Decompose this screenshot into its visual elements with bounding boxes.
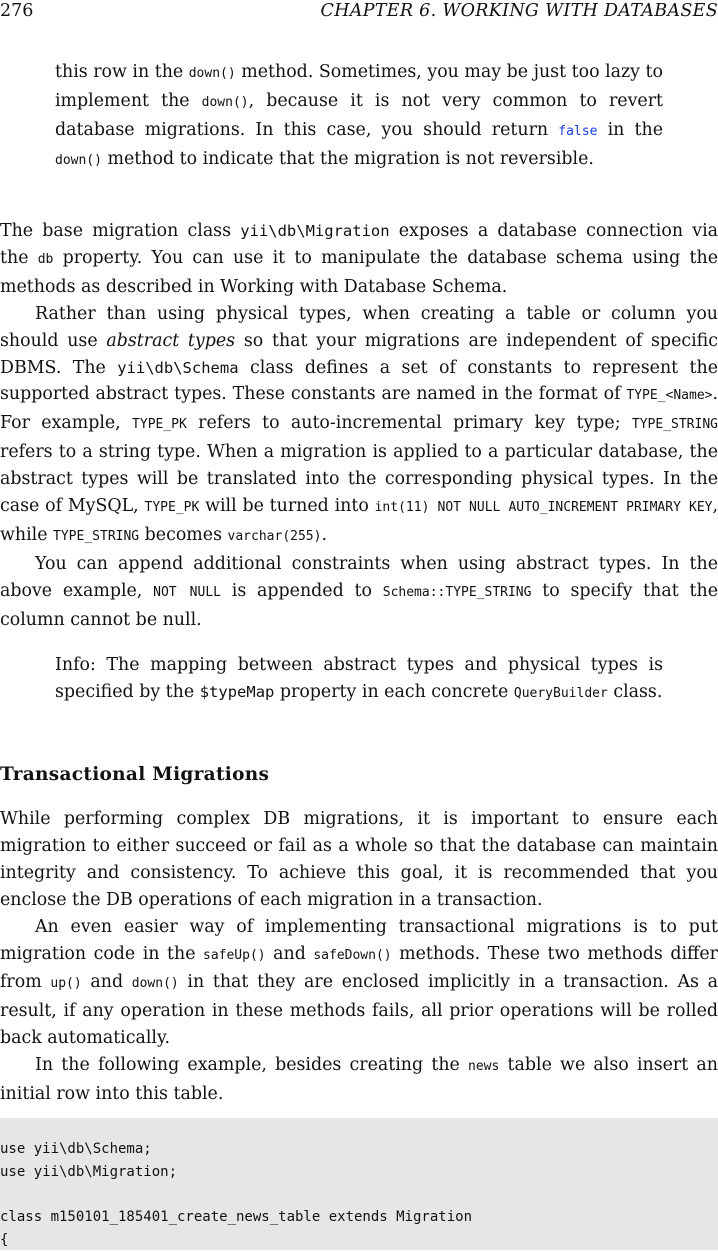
page-number: 276 <box>0 1 34 21</box>
paragraph-constraints: You can append additional constraints when using abstract types. In the above example, NOT NULL is appended to Schema::TYPE_STRING to specify that the column cannot be null. <box>0 553 718 630</box>
code-block <box>0 1118 718 1250</box>
code-listing: use yii\db\Schema; use yii\db\Migration; class m150101_185401_create_news_table extends Migration { <box>0 1141 473 1249</box>
paragraph-abstract-types: Rather than using physical types, when creating a table or column you should use abstract types so that your migrations are independent of specific DBMS. The yii\db\Schema class defines a set of constants to represent the supported abstract types. These constants are named in the format of TYPE_<Name>. For example, TYPE_PK refers to auto-incremental primary key type; TYPE_STRING refers to a string type. When a migration is applied to a particular database, the abstract types will be translated into the corresponding physical types. In the case of MySQL, TYPE_PK will be turned into int(11) NOT NULL AUTO_INCREMENT PRIMARY KEY, while TYPE_STRING becomes varchar(255). <box>0 303 718 545</box>
paragraph-complex-migrations: While performing complex DB migrations, it is important to ensure each migration to either succeed or fail as a whole so that the database can maintain integrity and consistency. To achieve this goal, it is recommended that you enclose the DB operations of each migration in a transaction. <box>0 809 718 910</box>
page-header <box>0 0 718 22</box>
paragraph-example-intro: In the following example, besides creating the news table we also insert an initial row into this table. <box>0 1055 718 1105</box>
section-heading: Transactional Migrations <box>0 764 270 785</box>
transaction-paragraphs <box>0 806 718 1108</box>
chapter-title: CHAPTER 6. WORKING WITH DATABASES <box>320 1 718 21</box>
info-box <box>55 652 663 708</box>
info-paragraph: Info: The mapping between abstract types and physical types is specified by the $typeMap property in each concrete QueryBuilder class. <box>55 655 663 702</box>
body-paragraphs <box>0 218 718 634</box>
paragraph-safe-methods: An even easier way of implementing transactional migrations is to put migration code in the safeUp() and safeDown() methods. These two methods differ from up() and down() in that they are enclosed implicitly in a transaction. As a result, if any operation in these methods fails, all prior operations will be rolled back automatically. <box>0 916 718 1049</box>
note-paragraph: this row in the down() method. Sometimes, you may be just too lazy to implement the down(), because it is not very common to revert database migrations. In this case, you should return false in the down() method to indicate that the migration is not reversible. <box>55 62 664 169</box>
paragraph-base-migration: The base migration class yii\db\Migration exposes a database connection via the db property. You can use it to manipulate the database schema using the methods as described in Working with Database Schema. <box>0 221 718 297</box>
note-block <box>55 59 663 175</box>
keyword-false: false <box>558 123 598 139</box>
